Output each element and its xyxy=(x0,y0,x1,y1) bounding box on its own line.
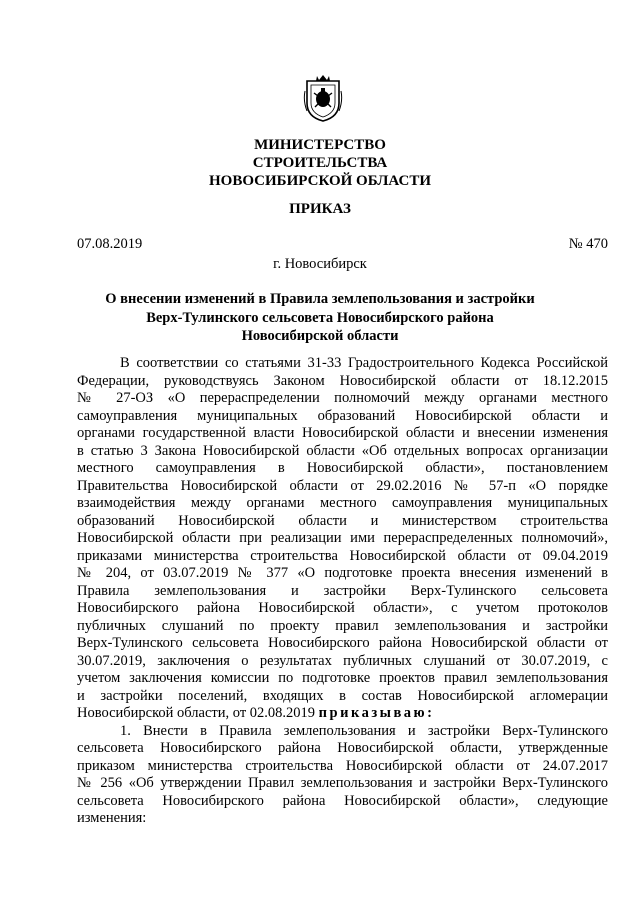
order-title xyxy=(0,290,640,346)
title-line: О внесении изменений в Правила землепользования и застройки xyxy=(105,291,535,307)
text-line: Верх-Тулинского сельсовета Новосибирского района Новосибирской области от xyxy=(77,635,608,651)
text-line: Новосибирского района Новосибирской области», с учетом протоколов xyxy=(77,600,608,616)
order-date: 07.08.2019 xyxy=(77,236,143,252)
order-city: г. Новосибирск xyxy=(273,256,367,272)
text-line: изменения: xyxy=(77,810,147,826)
text-line: Федерации, руководствуясь Законом Новосибирской области от 18.12.2015 xyxy=(77,372,608,389)
text-line: в статью 3 Закона Новосибирской области «Об отдельных вопросах организации xyxy=(77,442,608,459)
text-line: № 27-ОЗ «О перераспределении полномочий между органами местного xyxy=(77,390,608,406)
text-line: образований Новосибирской области и министерством строительства xyxy=(77,512,608,529)
text-line: В соответствии со статьями 31-33 Градостроительного Кодекса Российской xyxy=(120,355,608,371)
command-word: приказываю: xyxy=(318,705,435,721)
text-line: 1. Внести в Правила землепользования и застройки Верх-Тулинского xyxy=(120,722,608,739)
text-line: учетом заключения комиссии по подготовке проектов правил землепользования xyxy=(77,670,608,686)
preamble-paragraph xyxy=(77,355,608,723)
text-line: 30.07.2019, заключения о результатах публичных слушаний от 30.07.2019, с xyxy=(77,652,608,669)
ministry-line: МИНИСТЕРСТВО xyxy=(254,137,386,153)
item-1-paragraph xyxy=(77,723,608,828)
text-line: Правительства Новосибирской области от 29.02.2016 № 57-п «О порядке xyxy=(77,477,608,494)
text-line: публичных слушаний по проекту правил землепользования и застройки xyxy=(77,617,608,634)
text-line: Правила землепользования и застройки Верх-Тулинского сельсовета xyxy=(77,582,608,599)
text-line: приказом министерства строительства Новосибирской области от 24.07.2017 xyxy=(77,757,608,774)
order-number: № 470 xyxy=(568,236,608,252)
text-line: органами государственной власти Новосибирской области и внесении изменения xyxy=(77,425,608,441)
text-line: Новосибирской области при реализации ими перераспределенных полномочий», xyxy=(77,530,608,546)
order-body xyxy=(77,355,608,828)
document-type: ПРИКАЗ xyxy=(289,201,351,217)
text-line: № 256 «Об утверждении Правил землепользования и застройки Верх-Тулинского xyxy=(77,775,608,791)
ministry-line: СТРОИТЕЛЬСТВА xyxy=(252,155,388,171)
text-line xyxy=(77,705,608,723)
text-line-lead: Новосибирской области, от 02.08.2019 xyxy=(77,705,316,721)
text-line: № 204, от 03.07.2019 № 377 «О подготовке проекта внесения изменений в xyxy=(77,565,608,581)
ministry-line: НОВОСИБИРСКОЙ ОБЛАСТИ xyxy=(208,173,432,189)
text-line: приказами министерства строительства Новосибирской области от 09.04.2019 xyxy=(77,547,608,564)
text-line: взаимодействия между органами местного самоуправления муниципальных xyxy=(77,495,608,511)
title-line: Верх-Тулинского сельсовета Новосибирского района xyxy=(146,309,494,326)
coat-of-arms-icon xyxy=(303,73,343,123)
text-line: местного самоуправления в Новосибирской области», постановлением xyxy=(77,460,608,476)
title-line: Новосибирской области xyxy=(241,328,399,344)
text-line: сельсовета Новосибирского района Новосибирской области, утвержденные xyxy=(77,740,608,756)
text-line: сельсовета Новосибирского района Новосибирской области», следующие xyxy=(77,792,608,809)
ministry-name xyxy=(0,136,640,190)
text-line: и застройки поселений, входящих в состав Новосибирской агломерации xyxy=(77,687,608,704)
text-line: самоуправления муниципальных образований Новосибирской области и xyxy=(77,407,608,424)
